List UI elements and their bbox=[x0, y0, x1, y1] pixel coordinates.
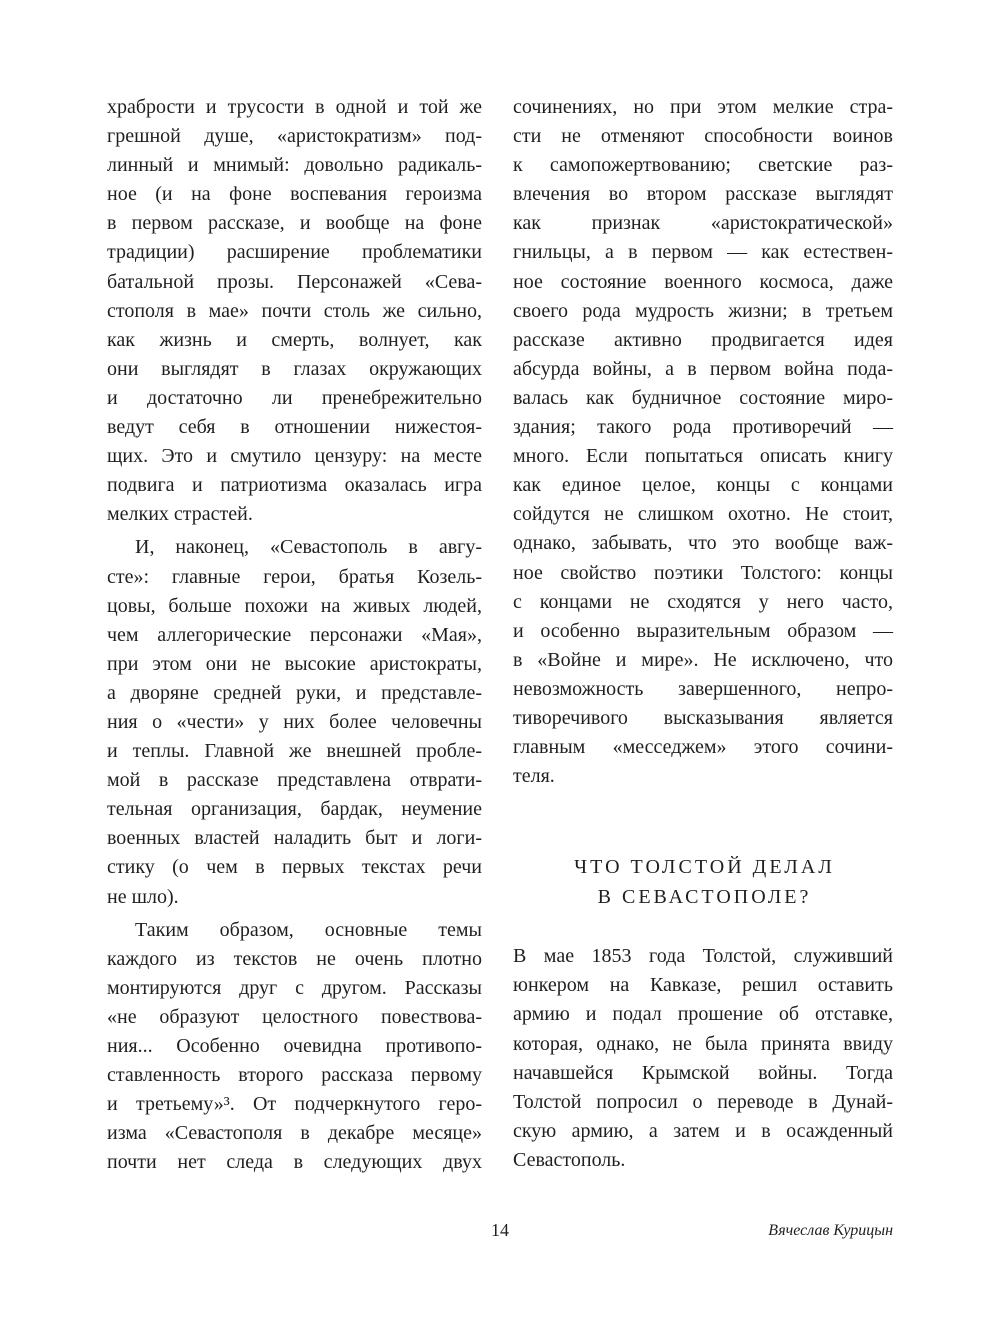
text-line: каждого из текстов не очень плотно bbox=[107, 947, 482, 970]
text-line: изма «Севастополя в декабре месяце» bbox=[107, 1122, 482, 1145]
text-line: Толстой попросил о переводе в Дунай- bbox=[513, 1090, 893, 1113]
text-line: грешной душе, «аристократизм» под- bbox=[107, 125, 482, 148]
text-line: при этом они не высокие аристократы, bbox=[107, 652, 482, 675]
text-line: и теплы. Главной же внешней пробле- bbox=[107, 740, 482, 763]
text-line: ное состояние военного космоса, даже bbox=[513, 270, 893, 293]
text-line: как единое целое, концы с концами bbox=[513, 474, 893, 497]
section-heading-line: В СЕВАСТОПОЛЕ? bbox=[597, 886, 812, 909]
text-line: юнкером на Кавказе, решил оставить bbox=[513, 974, 893, 997]
text-line: начавшейся Крымской войны. Тогда bbox=[513, 1061, 893, 1084]
text-line: скую армию, а затем и в осажденный bbox=[513, 1119, 893, 1142]
text-line: мой в рассказе представлена отврати- bbox=[107, 769, 482, 792]
text-line: храбрости и трусости в одной и той же bbox=[107, 96, 482, 118]
page-number: 14 bbox=[491, 1220, 509, 1240]
text-line: В мае 1853 года Толстой, служивший bbox=[513, 945, 893, 968]
paragraph bbox=[513, 942, 893, 1175]
text-line: тиворечивого высказывания является bbox=[513, 706, 893, 729]
text-line: однако, забывать, что это вообще важ- bbox=[513, 532, 893, 555]
text-line: здания; такого рода противоречий — bbox=[513, 416, 893, 439]
running-author: Вячеслав Курицын bbox=[768, 1222, 893, 1239]
text-line: в первом рассказе, и вообще на фоне bbox=[107, 212, 482, 235]
text-line: влечения во втором рассказе выглядят bbox=[513, 183, 893, 206]
paragraph bbox=[513, 93, 893, 791]
text-line: абсурда войны, а в первом война пода- bbox=[513, 357, 893, 380]
text-line: сти не отменяют способности воинов bbox=[513, 125, 893, 148]
text-line: ное (и на фоне воспевания героизма bbox=[107, 183, 482, 206]
text-line: рассказе активно продвигается идея bbox=[513, 328, 893, 351]
text-line: мелких страстей. bbox=[107, 503, 253, 526]
text-line: И, наконец, «Севастополь в авгу- bbox=[135, 536, 482, 559]
text-line: военных властей наладить быт и логи- bbox=[107, 827, 482, 850]
text-line: монтируются друг с другом. Рассказы bbox=[107, 976, 482, 999]
text-line: главным «месседжем» этого сочини- bbox=[513, 736, 893, 759]
text-line: подвига и патриотизма оказалась игра bbox=[107, 474, 482, 497]
text-line: традиции) расширение проблематики bbox=[107, 241, 482, 264]
paragraph bbox=[107, 93, 482, 529]
text-line: тельная организация, бардак, неумение bbox=[107, 798, 482, 821]
text-line: сте»: главные герои, братья Козель- bbox=[107, 565, 482, 588]
text-line: к самопожертвованию; светские раз- bbox=[513, 154, 893, 177]
text-line: и особенно выразительным образом — bbox=[513, 619, 893, 642]
text-line: «не образуют целостного повествова- bbox=[107, 1005, 482, 1028]
text-line: цовы, больше похожи на живых людей, bbox=[107, 594, 482, 617]
text-line: ния... Особенно очевидна противопо- bbox=[107, 1035, 482, 1057]
section-heading-line: ЧТО ТОЛСТОЙ ДЕЛАЛ bbox=[574, 856, 835, 879]
text-line: батальной прозы. Персонажей «Сева- bbox=[107, 270, 482, 293]
paragraph bbox=[107, 533, 482, 911]
text-line: ное свойство поэтики Толстого: концы bbox=[513, 561, 893, 584]
text-line: щих. Это и смутило цензуру: на месте bbox=[107, 445, 482, 468]
left-column bbox=[107, 93, 482, 1177]
text-line: почти нет следа в следующих двух bbox=[107, 1151, 482, 1174]
text-line: ведут себя в отношении нижестоя- bbox=[107, 416, 482, 439]
text-line: в «Войне и мире». Не исключено, что bbox=[513, 648, 893, 671]
text-line: и третьему»³. От подчеркнутого геро- bbox=[107, 1093, 482, 1116]
text-line: как жизнь и смерть, волнует, как bbox=[107, 328, 482, 351]
text-line: своего рода мудрость жизни; в третьем bbox=[513, 299, 893, 322]
text-line: не шло). bbox=[107, 885, 179, 908]
paragraph bbox=[107, 916, 482, 1178]
text-line: ния о «чести» у них более человечны bbox=[107, 710, 482, 733]
text-line: ставленность второго рассказа первому bbox=[107, 1064, 482, 1087]
text-line: которая, однако, не была принята ввиду bbox=[513, 1032, 893, 1055]
text-line: много. Если попытаться описать книгу bbox=[513, 445, 893, 468]
text-line: невозможность завершенного, непро- bbox=[513, 677, 893, 700]
right-column bbox=[513, 93, 893, 1175]
text-line: гнильцы, а в первом — как естествен- bbox=[513, 241, 893, 264]
text-line: с концами не сходятся у него часто, bbox=[513, 590, 893, 613]
section-heading bbox=[513, 852, 893, 912]
text-line: валась как будничное состояние миро- bbox=[513, 386, 893, 409]
text-line: стику (о чем в первых текстах речи bbox=[107, 856, 482, 879]
text-line: Таким образом, основные темы bbox=[135, 918, 482, 941]
text-line: они выглядят в глазах окружающих bbox=[107, 357, 482, 380]
text-line: а дворяне средней руки, и представле- bbox=[107, 681, 482, 704]
text-line: как признак «аристократической» bbox=[513, 212, 893, 235]
text-line: Севастополь. bbox=[513, 1148, 626, 1171]
text-line: сойдутся не слишком охотно. Не стоит, bbox=[513, 503, 893, 526]
text-line: чем аллегорические персонажи «Мая», bbox=[107, 623, 482, 646]
text-line: стополя в мае» почти столь же сильно, bbox=[107, 299, 482, 322]
text-line: и достаточно ли пренебрежительно bbox=[107, 386, 482, 409]
text-line: армию и подал прошение об отставке, bbox=[513, 1003, 893, 1026]
text-line: линный и мнимый: довольно радикаль- bbox=[107, 154, 482, 177]
text-line: сочинениях, но при этом мелкие стра- bbox=[513, 96, 893, 118]
text-line: теля. bbox=[513, 765, 555, 788]
